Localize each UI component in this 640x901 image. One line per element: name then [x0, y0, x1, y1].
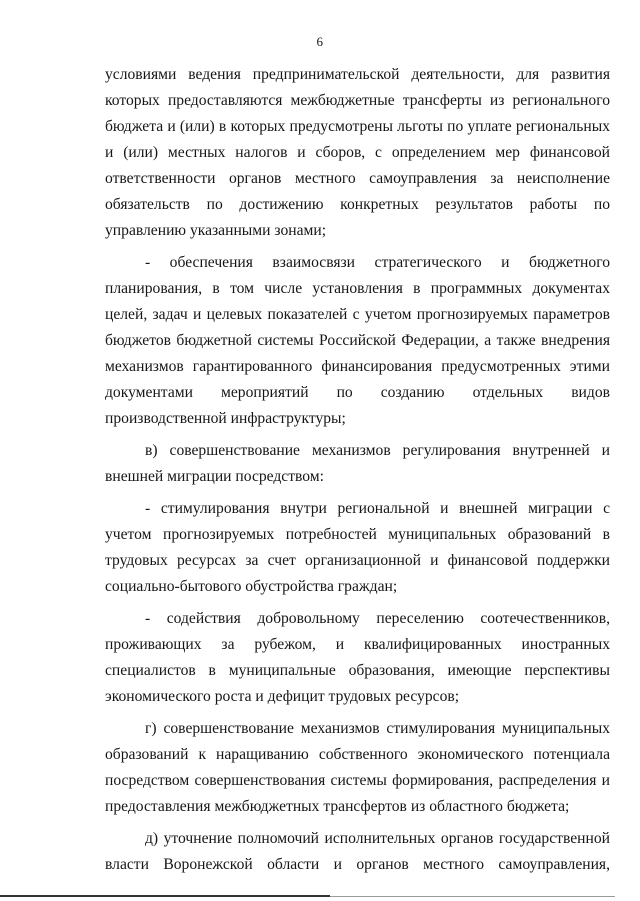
paragraph-zones-continuation: условиями ведения предпринимательской деятельности, для развития которых предоставляются межбюджетные трансферты из регионального бюджета и (или) в которых предусмотрены льготы по уплате региональных и (или) местных налогов и сборов, с определением мер финансовой ответственности органов местного самоуправления за неисполнение обязательств по достижению конкретных результатов работы по управлению указанными зонами;	[105, 66, 610, 239]
paragraph-migration-stimulation: - стимулирования внутри региональной и внешней миграции с учетом прогнозируемых потребностей муниципальных образований в трудовых ресурсах за счет организационной и финансовой поддержки социально-бытового обустройства граждан;	[105, 500, 610, 595]
scan-edge-line	[0, 895, 330, 897]
scan-edge-line-faint	[330, 896, 615, 897]
paragraph-migration-mechanisms: в) совершенствование механизмов регулирования внутренней и внешней миграции посредством:	[105, 442, 610, 485]
paragraph-resettlement: - содействия добровольному переселению соотечественников, проживающих за рубежом, и квалифицированных иностранных специалистов в муниципальные образования, имеющие перспективы экономического роста и дефицит трудовых ресурсов;	[105, 610, 610, 705]
paragraph-budget-planning: - обеспечения взаимосвязи стратегического и бюджетного планирования, в том числе установления в программных документах целей, задач и целевых показателей с учетом прогнозируемых параметров бюджетов бюджетной системы Российской Федерации, а также внедрения механизмов гарантированного финансирования предусмотренных этими документами мероприятий по созданию отдельных видов производственной инфраструктуры;	[105, 254, 610, 427]
paragraph-municipal-stimulation: г) совершенствование механизмов стимулирования муниципальных образований к наращиванию собственного экономического потенциала посредством совершенствования системы формирования, распределения и предоставления межбюджетных трансфертов из областного бюджета;	[105, 720, 610, 815]
page-number: 6	[316, 34, 324, 49]
paragraph-powers-clarification: д) уточнение полномочий исполнительных органов государственной власти Воронежской области и органов местного самоуправления,	[105, 830, 610, 873]
document-body	[105, 62, 610, 884]
